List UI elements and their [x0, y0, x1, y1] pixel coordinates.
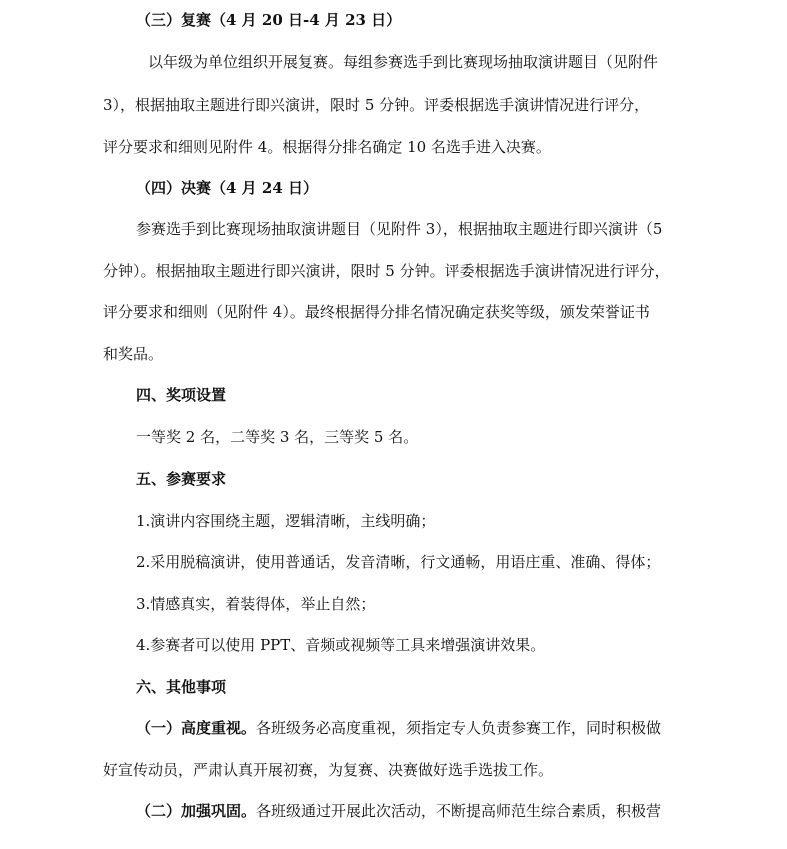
requirements-heading: 五、参赛要求 [136, 470, 227, 488]
other-item-1-title: （一）高度重视。 [136, 719, 257, 737]
stage3-heading: （三）复赛（4 月 20 日-4 月 23 日） [136, 11, 402, 29]
requirement-item-4: 4.参赛者可以使用 PPT、音频或视频等工具来增强演讲效果。 [136, 636, 546, 654]
other-item-2-text: 各班级通过开展此次活动，不断提高师范生综合素质，积极营 [256, 802, 662, 820]
stage3-line-1: 以年级为单位组织开展复赛。每组参赛选手到比赛现场抽取演讲题目（见附件 [148, 53, 659, 71]
requirement-item-1: 1.演讲内容围绕主题，逻辑清晰，主线明确； [136, 512, 436, 530]
requirement-item-3: 3.情感真实，着装得体，举止自然； [136, 595, 376, 613]
stage4-line-3: 评分要求和细则（见附件 4）。最终根据得分排名情况确定获奖等级，颁发荣誉证书 [103, 303, 650, 321]
other-heading: 六、其他事项 [136, 678, 227, 696]
stage4-line-2: 分钟）。根据抽取主题进行即兴演讲，限时 5 分钟。评委根据选手演讲情况进行评分， [103, 262, 670, 280]
stage3-line-3: 评分要求和细则见附件 4。根据得分排名确定 10 名选手进入决赛。 [103, 138, 551, 156]
stage4-heading: （四）决赛（4 月 24 日） [136, 179, 318, 197]
other-item-1-text: 各班级务必高度重视，须指定专人负责参赛工作，同时积极做 [256, 719, 662, 737]
awards-heading: 四、奖项设置 [136, 386, 227, 404]
other-item-2 [136, 801, 661, 821]
other-item-1-line-2: 好宣传动员，严肃认真开展初赛，为复赛、决赛做好选手选拔工作。 [103, 761, 554, 779]
requirement-item-2: 2.采用脱稿演讲，使用普通话，发音清晰，行文通畅，用语庄重、准确、得体； [136, 553, 661, 571]
stage3-line-2: 3），根据抽取主题进行即兴演讲，限时 5 分钟。评委根据选手演讲情况进行评分， [103, 96, 650, 114]
other-item-1 [136, 718, 661, 738]
other-item-2-title: （二）加强巩固。 [136, 802, 257, 820]
stage4-line-4: 和奖品。 [103, 345, 164, 363]
awards-text: 一等奖 2 名，二等奖 3 名，三等奖 5 名。 [136, 428, 419, 446]
stage4-line-1: 参赛选手到比赛现场抽取演讲题目（见附件 3），根据抽取主题进行即兴演讲（5 [136, 220, 663, 238]
